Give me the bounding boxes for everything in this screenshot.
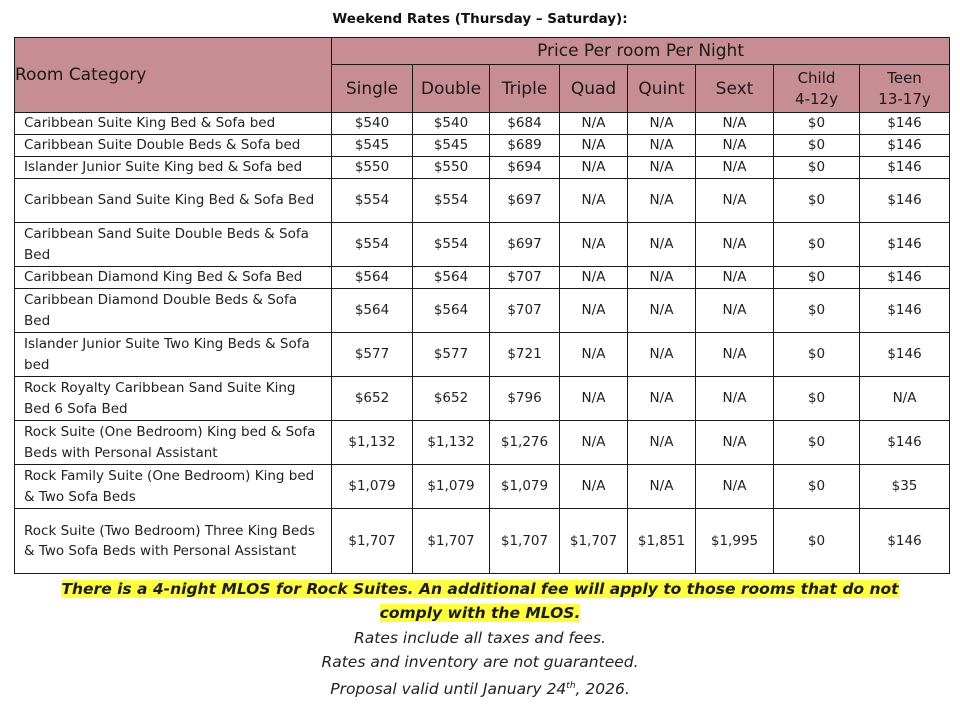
rate-cell: N/A <box>696 267 774 289</box>
rate-cell: $0 <box>774 179 860 223</box>
rate-cell: N/A <box>696 465 774 509</box>
rate-cell: $564 <box>413 289 490 333</box>
rate-cell: $1,707 <box>332 509 413 574</box>
rate-cell: N/A <box>560 421 628 465</box>
table-row <box>15 135 950 157</box>
column-header <box>860 65 950 113</box>
validity-sup: th <box>566 681 576 691</box>
column-header-line1: Quad <box>570 78 617 99</box>
column-header-line1: Child <box>797 68 836 87</box>
rate-cell: $1,276 <box>490 421 560 465</box>
column-header <box>413 65 490 113</box>
column-header <box>628 65 696 113</box>
rate-cell: $146 <box>860 157 950 179</box>
rate-cell: $564 <box>332 289 413 333</box>
room-name-cell: Caribbean Suite King Bed & Sofa bed <box>15 113 332 135</box>
rate-cell: $689 <box>490 135 560 157</box>
table-row <box>15 509 950 574</box>
room-name-cell: Rock Family Suite (One Bedroom) King bed & Two Sofa Beds <box>15 465 332 509</box>
rate-cell: $0 <box>774 113 860 135</box>
rate-cell: N/A <box>628 135 696 157</box>
rate-cell: $577 <box>413 333 490 377</box>
rate-cell: $1,707 <box>413 509 490 574</box>
rate-cell: $0 <box>774 289 860 333</box>
table-row <box>15 465 950 509</box>
column-header <box>332 65 413 113</box>
room-name-cell: Islander Junior Suite Two King Beds & Sofa bed <box>15 333 332 377</box>
rate-cell: N/A <box>560 267 628 289</box>
room-name-cell: Rock Royalty Caribbean Sand Suite King Bed 6 Sofa Bed <box>15 377 332 421</box>
column-header <box>774 65 860 113</box>
validity-prefix: Proposal valid until January 24 <box>330 680 567 699</box>
rate-cell: N/A <box>560 377 628 421</box>
rate-cell: N/A <box>696 179 774 223</box>
rate-cell: N/A <box>560 289 628 333</box>
table-row <box>15 179 950 223</box>
column-header-line2: 13-17y <box>878 89 931 108</box>
rate-cell: $1,132 <box>332 421 413 465</box>
validity-note <box>0 674 960 701</box>
rate-cell: $146 <box>860 421 950 465</box>
rate-cell: N/A <box>628 465 696 509</box>
rate-cell: $554 <box>413 179 490 223</box>
rate-cell: $146 <box>860 179 950 223</box>
column-header-line1: Triple <box>501 78 548 99</box>
rate-cell: N/A <box>696 135 774 157</box>
rate-cell: $0 <box>774 509 860 574</box>
rate-cell: $146 <box>860 289 950 333</box>
rate-cell: $652 <box>332 377 413 421</box>
room-name-cell: Caribbean Sand Suite Double Beds & Sofa Bed <box>15 223 332 267</box>
rate-cell: $545 <box>332 135 413 157</box>
column-header <box>490 65 560 113</box>
table-row <box>15 267 950 289</box>
table-row <box>15 157 950 179</box>
column-header <box>560 65 628 113</box>
notes-section <box>0 578 960 701</box>
rate-cell: $577 <box>332 333 413 377</box>
rate-cell: N/A <box>696 157 774 179</box>
rate-cell: $0 <box>774 377 860 421</box>
rate-cell: $35 <box>860 465 950 509</box>
rate-cell: N/A <box>696 333 774 377</box>
rate-cell: N/A <box>628 267 696 289</box>
header-row-group <box>15 38 950 65</box>
rate-cell: $1,079 <box>413 465 490 509</box>
room-name-cell: Rock Suite (Two Bedroom) Three King Beds & Two Sofa Beds with Personal Assistant <box>15 509 332 574</box>
taxes-note: Rates include all taxes and fees. <box>354 629 606 647</box>
rate-cell: $554 <box>332 179 413 223</box>
rate-cell: $146 <box>860 113 950 135</box>
rate-cell: N/A <box>560 223 628 267</box>
rate-cell: $0 <box>774 157 860 179</box>
rate-cell: $0 <box>774 421 860 465</box>
column-header-line1: Teen <box>887 68 922 87</box>
rate-cell: N/A <box>628 333 696 377</box>
rate-cell: N/A <box>560 333 628 377</box>
rate-cell: N/A <box>628 377 696 421</box>
table-row <box>15 333 950 377</box>
rate-cell: N/A <box>628 179 696 223</box>
rate-cell: N/A <box>696 113 774 135</box>
rate-cell: N/A <box>560 465 628 509</box>
page-title: Weekend Rates (Thursday – Saturday): <box>332 11 628 27</box>
rates-table-body <box>15 113 950 574</box>
rate-cell: $796 <box>490 377 560 421</box>
rate-cell: $0 <box>774 267 860 289</box>
price-per-night-header: Price Per room Per Night <box>332 38 950 65</box>
rate-cell: $545 <box>413 135 490 157</box>
column-header-line1: Single <box>345 78 399 99</box>
validity-suffix: , 2026. <box>575 680 630 699</box>
column-header-line1: Sext <box>715 78 754 99</box>
rate-cell: $564 <box>413 267 490 289</box>
mlos-notice-line2: comply with the MLOS. <box>379 604 581 622</box>
rate-cell: $146 <box>860 333 950 377</box>
rate-cell: N/A <box>860 377 950 421</box>
rate-cell: $707 <box>490 289 560 333</box>
rate-cell: N/A <box>560 157 628 179</box>
inventory-note: Rates and inventory are not guaranteed. <box>321 653 639 671</box>
rate-cell: N/A <box>628 157 696 179</box>
room-category-header: Room Category <box>15 38 332 113</box>
rate-cell: N/A <box>628 113 696 135</box>
rate-cell: N/A <box>560 179 628 223</box>
rate-cell: $146 <box>860 223 950 267</box>
rate-cell: $550 <box>413 157 490 179</box>
rate-cell: N/A <box>696 223 774 267</box>
rate-cell: $697 <box>490 223 560 267</box>
rate-cell: $1,995 <box>696 509 774 574</box>
rate-cell: $652 <box>413 377 490 421</box>
room-name-cell: Caribbean Sand Suite King Bed & Sofa Bed <box>15 179 332 223</box>
column-header-line2: 4-12y <box>795 89 838 108</box>
rate-cell: $721 <box>490 333 560 377</box>
rate-cell: $540 <box>332 113 413 135</box>
rate-cell: $550 <box>332 157 413 179</box>
rate-cell: N/A <box>560 113 628 135</box>
rate-cell: $0 <box>774 223 860 267</box>
rate-cell: $146 <box>860 135 950 157</box>
column-header <box>696 65 774 113</box>
room-name-cell: Caribbean Suite Double Beds & Sofa bed <box>15 135 332 157</box>
rate-cell: N/A <box>696 421 774 465</box>
rate-cell: $0 <box>774 465 860 509</box>
rate-cell: $554 <box>332 223 413 267</box>
rate-cell: N/A <box>560 135 628 157</box>
rate-cell: $684 <box>490 113 560 135</box>
rate-cell: $554 <box>413 223 490 267</box>
rate-cell: $564 <box>332 267 413 289</box>
rate-cell: $1,851 <box>628 509 696 574</box>
rate-cell: N/A <box>628 223 696 267</box>
rate-cell: $707 <box>490 267 560 289</box>
rate-cell: N/A <box>696 377 774 421</box>
rate-cell: $540 <box>413 113 490 135</box>
room-name-cell: Islander Junior Suite King bed & Sofa bed <box>15 157 332 179</box>
column-header-line1: Quint <box>638 78 685 99</box>
table-row <box>15 223 950 267</box>
table-row <box>15 113 950 135</box>
rate-cell: $0 <box>774 333 860 377</box>
rate-cell: N/A <box>628 421 696 465</box>
rate-cell: N/A <box>696 289 774 333</box>
mlos-notice-line1: There is a 4-night MLOS for Rock Suites. An additional fee will apply to those rooms that do not <box>61 580 899 598</box>
rate-cell: $1,079 <box>490 465 560 509</box>
table-row <box>15 289 950 333</box>
rate-cell: $146 <box>860 509 950 574</box>
room-name-cell: Caribbean Diamond King Bed & Sofa Bed <box>15 267 332 289</box>
column-header-line1: Double <box>420 78 482 99</box>
rate-cell: $146 <box>860 267 950 289</box>
room-name-cell: Caribbean Diamond Double Beds & Sofa Bed <box>15 289 332 333</box>
rate-cell: $1,132 <box>413 421 490 465</box>
rate-cell: $694 <box>490 157 560 179</box>
rate-cell: $1,707 <box>490 509 560 574</box>
rate-cell: $0 <box>774 135 860 157</box>
table-row <box>15 421 950 465</box>
rate-cell: $1,707 <box>560 509 628 574</box>
rate-cell: N/A <box>628 289 696 333</box>
rate-cell: $1,079 <box>332 465 413 509</box>
room-name-cell: Rock Suite (One Bedroom) King bed & Sofa Beds with Personal Assistant <box>15 421 332 465</box>
rate-cell: $697 <box>490 179 560 223</box>
rates-table <box>14 37 950 574</box>
table-row <box>15 377 950 421</box>
